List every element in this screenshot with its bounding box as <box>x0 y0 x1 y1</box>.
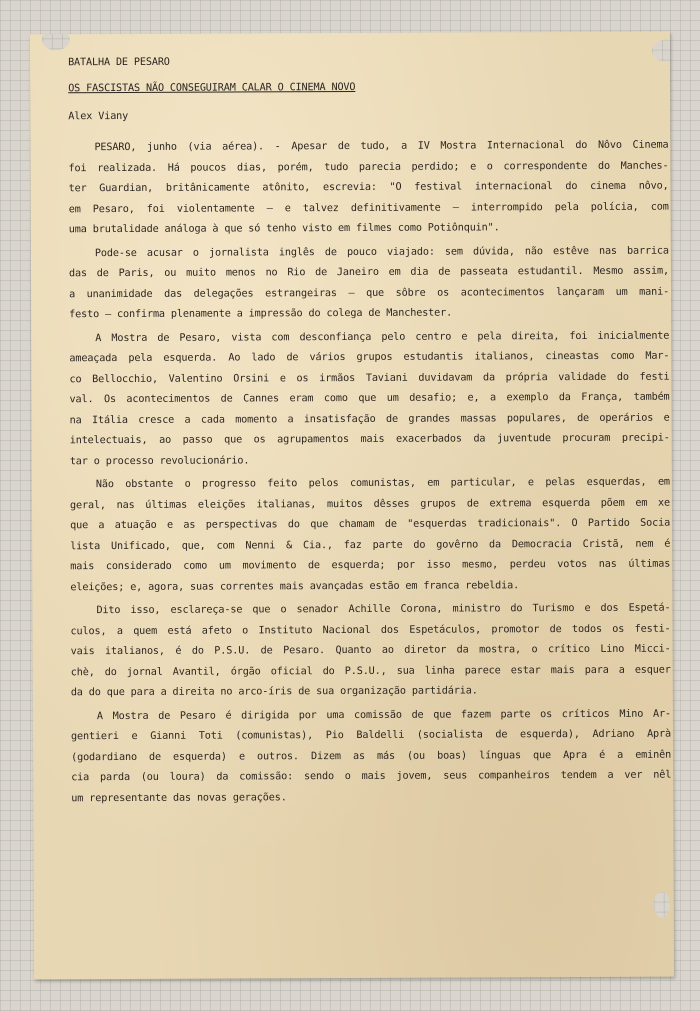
paragraph <box>69 241 669 326</box>
paragraph <box>70 473 671 599</box>
torn-edge <box>654 892 670 918</box>
text-line: na Itália cresce a cada momento a insatisfação de grandes massas populares, de operários e <box>69 412 670 426</box>
text-line: PESARO, junho (via aérea). - Apesar de tudo, a IV Mostra Internacional do Nôvo Cinema <box>94 139 669 154</box>
text-line: (godardiano de esquerda) e outros. Dizem as más (ou boas) línguas que Apra é a eminên <box>71 749 672 763</box>
text-line: A Mostra de Pesaro é dirigida por uma comissão de que fazem parte os críticos Mino Ar- <box>96 708 671 722</box>
text-line: geral, nas últimas eleições italianas, muitos dêsses grupos de extrema esquerda põem em xe <box>69 497 671 511</box>
text-line: A Mostra de Pesaro, vista com desconfiança pelo centro e pela direita, foi inicialmente <box>95 330 670 344</box>
text-line: vais italianos, é do P.S.U. de Pesaro. Quanto ao diretor da mostra, o crítico Lino Micci- <box>70 643 671 658</box>
kicker: BATALHA DE PESARO <box>68 56 170 69</box>
text-line: ameaçada pela esquerda. Ao lado de vários grupos estudantis italianos, cineastas como Mar- <box>69 350 670 365</box>
paragraph <box>68 136 668 241</box>
text-line: das de Paris, ou muito menos no Rio de Janeiro em dia de passeata estudantil. Mesmo assim, <box>68 265 670 280</box>
text-line: festo — confirma plenamente a impressão do colega de Manchester. <box>69 307 453 321</box>
text-line: Não obstante o progresso feito pelos comunistas, em particular, e pelas esquerdas, em <box>95 476 670 491</box>
article-paragraphs <box>68 136 671 813</box>
text-line: cia parda (ou loura) da comissão: sendo o mais jovem, seus companheiros tendem a ver nêl <box>71 769 672 784</box>
text-line: a unanimidade das delegações estrangeiras — que sôbre os acontecimentos lançaram um mani- <box>69 286 670 300</box>
text-line: Dito isso, esclareça-se que o senador Achille Corona, ministro do Turismo e dos Espetá- <box>96 602 671 617</box>
text-line: foi realizada. Há poucos dias, porém, tudo parecia perdido; e o correspondente do Manches- <box>68 160 669 174</box>
text-line: uma brutalidade análoga à que só tenho visto em filmes como Potiônquin". <box>68 222 500 236</box>
text-line: eleições; e, agora, suas correntes mais avançadas estão em franca rebeldia. <box>70 579 520 593</box>
text-line: gentieri e Gianni Toti (comunistas), Pio Baldelli (socialista de esquerda), Adriano Aprà <box>70 728 672 743</box>
headline: OS FASCISTAS NÃO CONSEGUIRAM CALAR O CINEMA NOVO <box>68 81 356 95</box>
text-line: val. Os acontecimentos de Cannes eram como que um desafio; e, a exemplo da França, também <box>69 391 670 406</box>
text-line: lista Unificado, que, com Nenni & Cia., faz parte do govêrno da Democracia Cristã, nem é <box>70 538 671 552</box>
text-line: intelectuais, ao passo que os agrupamentos mais exacerbados da juventude procuram precipi- <box>69 432 670 447</box>
text-line: mais considerado como um movimento de esquerda; por isso mesmo, perdeu votos nas últimas <box>70 558 671 573</box>
text-line: em Pesaro, foi violentamente — e talvez definitivamente — interrompido pela polícia, com <box>68 201 669 215</box>
text-line: que a atuação e as perspectivas do que chamam de "esquerdas tradicionais". O Partido Socia <box>70 517 671 532</box>
text-line: tar o processo revolucionário. <box>69 454 250 467</box>
text-line: chè, do jornal Avantil, órgão oficial do P.S.U., sua linha parece estar mais para a esquer <box>70 664 671 678</box>
text-line: da do que para a direita no arco-íris de sua organização partidária. <box>70 685 478 699</box>
paragraph <box>69 326 670 472</box>
text-line: um representante das novas gerações. <box>71 791 287 804</box>
text-line: co Bellocchio, Valentino Orsini e os irmãos Taviani duvidavam da própria validade do festi <box>69 371 670 385</box>
paragraph <box>71 704 671 809</box>
byline: Alex Viany <box>68 110 129 123</box>
typewritten-page <box>30 32 674 980</box>
text-line: ter Guardian, britânicamente atônito, escrevia: "O festival internacional do cinema nôvo, <box>68 180 669 195</box>
text-line: Pode-se acusar o jornalista inglês de pouco viajado: sem dúvida, não estêve nas barrica <box>94 245 669 259</box>
document-body <box>68 52 671 813</box>
text-line: culos, a quem está afeto o Instituto Nacional dos Espetáculos, promotor de todos os festi- <box>70 623 671 637</box>
paragraph <box>70 599 670 704</box>
torn-corner <box>42 32 70 51</box>
